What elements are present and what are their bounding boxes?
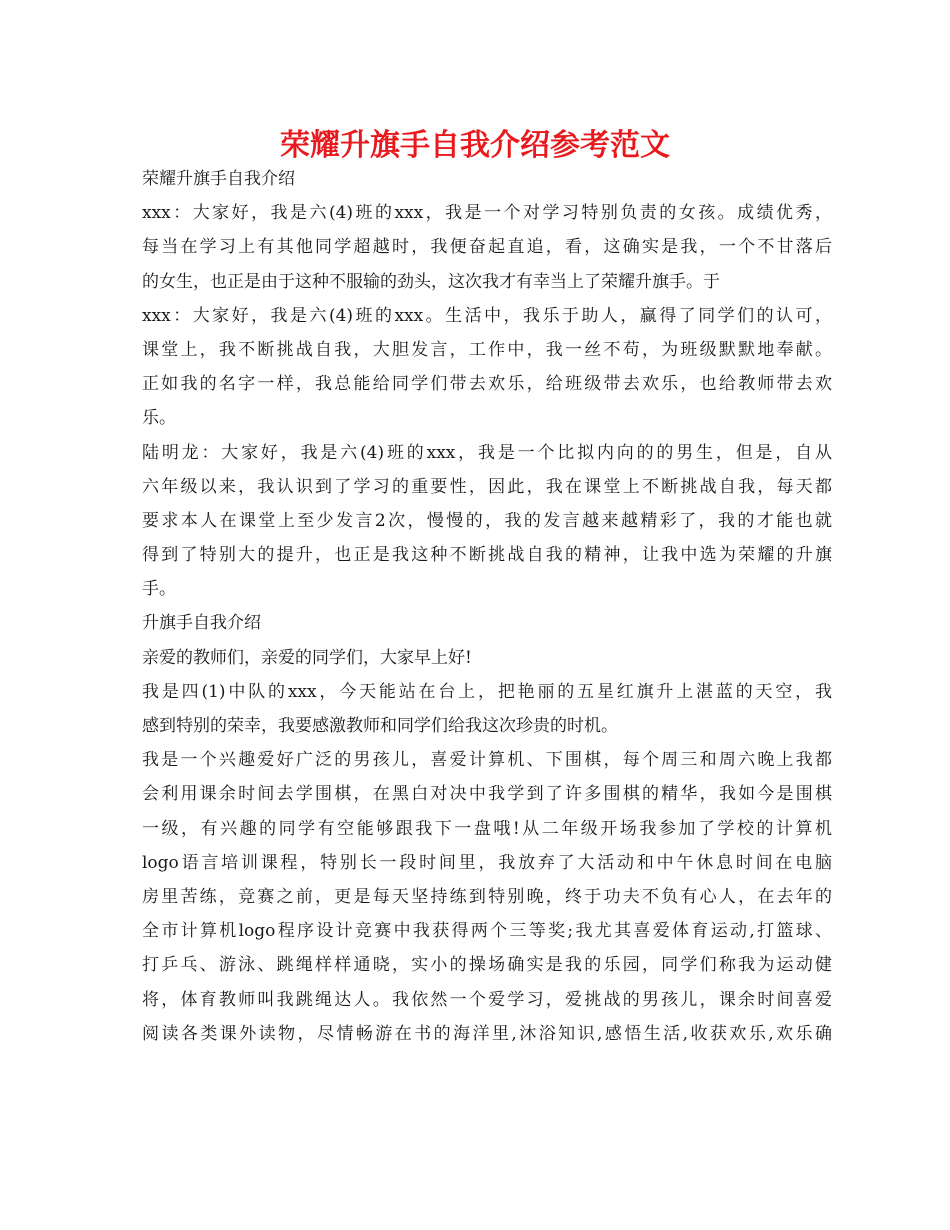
text-line: logo语言培训课程，特别长一段时间里，我放弃了大活动和中午休息时间在电脑 (142, 852, 832, 873)
text-line: 全市计算机logo程序设计竞赛中我获得两个三等奖;我尤其喜爱体育运动,打篮球、 (142, 921, 832, 942)
text-line: 打乒乓、游泳、跳绳样样通晓，实小的操场确实是我的乐园，同学们称我为运动健 (142, 955, 832, 976)
text-line: 的女生，也正是由于这种不服输的劲头，这次我才有幸当上了荣耀升旗手。于 (142, 271, 720, 292)
text-line: 我是四(1)中队的xxx，今天能站在台上，把艳丽的五星红旗升上湛蓝的天空，我 (142, 681, 832, 702)
text-line: 手。 (142, 579, 176, 600)
text-line: 升旗手自我介绍 (142, 613, 261, 634)
text-line: 会利用课余时间去学围棋，在黑白对决中我学到了许多围棋的精华，我如今是围棋 (142, 784, 832, 805)
text-line: 将，体育教师叫我跳绳达人。我依然一个爱学习，爱挑战的男孩儿，课余时间喜爱 (142, 989, 832, 1010)
text-line: 荣耀升旗手自我介绍 (142, 169, 295, 189)
text-line: 正如我的名字一样，我总能给同学们带去欢乐，给班级带去欢乐，也给教师带去欢 (142, 374, 832, 395)
text-line: xxx：大家好，我是六(4)班的xxx，我是一个对学习特别负责的女孩。成绩优秀， (142, 203, 832, 224)
text-line: 课堂上，我不断挑战自我，大胆发言，工作中，我一丝不苟，为班级默默地奉献。 (142, 339, 832, 360)
text-line: 亲爱的教师们，亲爱的同学们，大家早上好! (142, 647, 472, 668)
text-line: 乐。 (142, 408, 176, 429)
text-line: 得到了特别大的提升，也正是我这种不断挑战自我的精神，让我中选为荣耀的升旗 (142, 545, 832, 566)
text-line: xxx：大家好，我是六(4)班的xxx。生活中，我乐于助人，赢得了同学们的认可， (142, 305, 832, 326)
text-line: 每当在学习上有其他同学超越时，我便奋起直追，看，这确实是我，一个不甘落后 (142, 237, 832, 258)
text-line: 感到特别的荣幸，我要感激教师和同学们给我这次珍贵的时机。 (142, 716, 618, 736)
text-line: 房里苦练，竞赛之前，更是每天坚持练到特别晚，终于功夫不负有心人，在去年的 (142, 886, 832, 907)
document-body (142, 162, 832, 1051)
text-line: 陆明龙：大家好，我是六(4)班的xxx，我是一个比拟内向的的男生，但是，自从 (142, 442, 832, 463)
text-line: 一级，有兴趣的同学有空能够跟我下一盘哦!从二年级开场我参加了学校的计算机 (142, 818, 832, 839)
text-line: 阅读各类课外读物，尽情畅游在书的海洋里,沐浴知识,感悟生活,收获欢乐,欢乐确 (142, 1023, 832, 1044)
text-line: 要求本人在课堂上至少发言2次，慢慢的，我的发言越来越精彩了，我的才能也就 (142, 510, 832, 531)
document-title: 荣耀升旗手自我介绍参考范文 (280, 128, 670, 163)
text-line: 六年级以来，我认识到了学习的重要性，因此，我在课堂上不断挑战自我，每天都 (142, 476, 832, 497)
text-line: 我是一个兴趣爱好广泛的男孩儿，喜爱计算机、下围棋，每个周三和周六晚上我都 (142, 750, 832, 771)
